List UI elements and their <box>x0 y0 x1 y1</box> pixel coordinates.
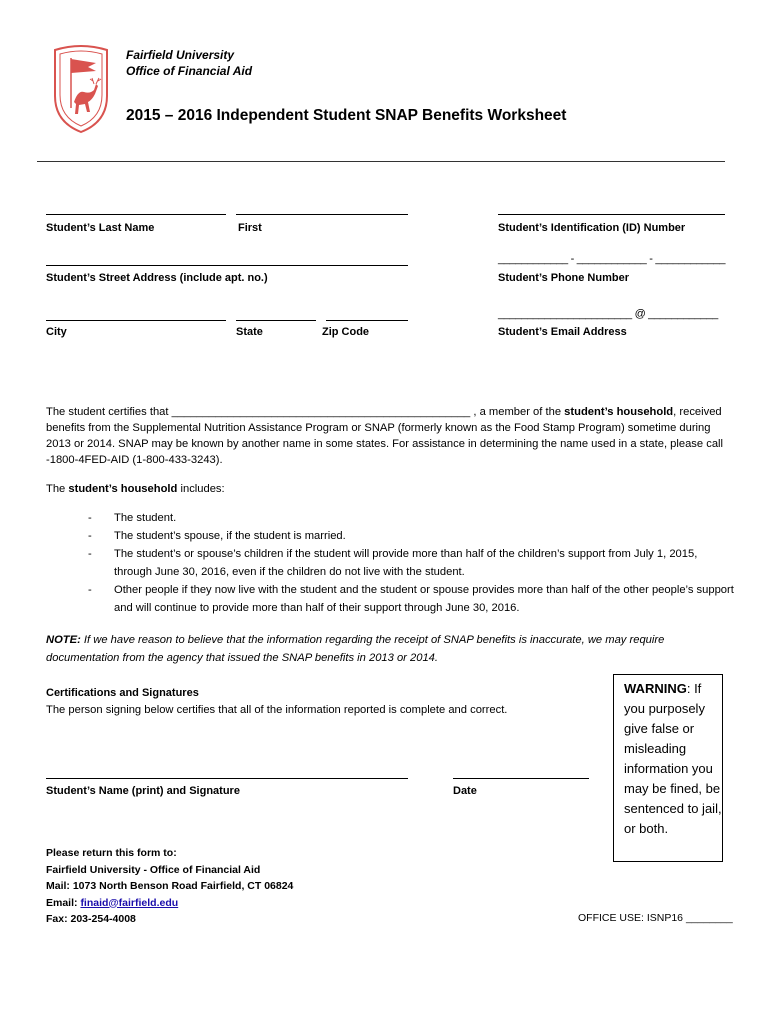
return-email-row: Email: finaid@fairfield.edu <box>46 896 179 909</box>
phone-field[interactable]: ____________ - ____________ - ____________ <box>498 253 726 265</box>
note-paragraph: NOTE: If we have reason to believe that the information regarding the receipt of SNAP benefits is inaccurate, we may require documentation from the agency that issued the SNAP benefits in 2013 or 2014. <box>46 634 665 664</box>
phone-label: Student’s Phone Number <box>498 272 629 284</box>
email-field[interactable]: _______________________ @ ____________ <box>498 308 718 320</box>
city-field[interactable] <box>46 320 226 321</box>
list-item: - The student. <box>88 512 177 524</box>
header-divider <box>37 161 725 162</box>
date-field[interactable] <box>453 778 589 779</box>
page-title: 2015 – 2016 Independent Student SNAP Benefits Worksheet <box>126 107 567 124</box>
state-field[interactable] <box>236 320 316 321</box>
student-id-field[interactable] <box>498 214 725 215</box>
household-list <box>88 509 738 617</box>
city-label: City <box>46 326 67 338</box>
institution-name: Fairfield University <box>126 48 235 62</box>
fairfield-stag-logo <box>52 44 110 134</box>
first-name-label: First <box>238 222 262 234</box>
email-label: Student’s Email Address <box>498 326 627 338</box>
last-name-label: Student’s Last Name <box>46 222 155 234</box>
signature-field[interactable] <box>46 778 408 779</box>
office-use: OFFICE USE: ISNP16 ________ <box>578 912 733 924</box>
email-link[interactable]: finaid@fairfield.edu <box>80 896 179 909</box>
student-id-label: Student’s Identification (ID) Number <box>498 222 686 234</box>
street-address-field[interactable] <box>46 265 408 266</box>
state-label: State <box>236 326 263 338</box>
list-item: - Other people if they now live with the student and the student or spouse provides more than half of the other people’s support and will continue to provide more than half of their support through June 30, 2016. <box>88 584 734 614</box>
return-office: Fairfield University - Office of Financial Aid <box>46 863 261 876</box>
date-label: Date <box>453 785 477 797</box>
signature-label: Student’s Name (print) and Signature <box>46 785 240 797</box>
zip-field[interactable] <box>326 320 408 321</box>
certifications-text: The person signing below certifies that all of the information reported is complete and correct. <box>46 704 508 716</box>
street-address-label: Student’s Street Address (include apt. no.) <box>46 272 268 284</box>
list-item: - The student’s or spouse’s children if the student will provide more than half of the children’s support from July 1, 2015, through June 30, 2016, even if the children do not live with the student. <box>88 548 698 578</box>
office-name: Office of Financial Aid <box>126 64 253 78</box>
return-mail: Mail: 1073 North Benson Road Fairfield, CT 06824 <box>46 880 294 892</box>
household-heading: The student’s household includes: <box>46 483 225 495</box>
certification-paragraph: The student certifies that ________________________________________________ , a member of the student’s household, received benefits from the Supplemental Nutrition Assistance Program or SNAP (formerly known as the Food Stamp Program) sometime during 2013 or 2014. SNAP may be known by another name in some states. For assistance in determining the name used in a state, please call -1800-4FED-AID (1-800-433-3243). <box>46 406 724 466</box>
return-info <box>46 845 293 928</box>
certifications-heading: Certifications and Signatures <box>46 687 199 699</box>
institution-header <box>126 47 252 79</box>
last-name-field[interactable] <box>46 214 226 215</box>
zip-label: Zip Code <box>322 326 370 338</box>
return-fax: Fax: 203-254-4008 <box>46 913 136 925</box>
return-heading: Please return this form to: <box>46 847 177 859</box>
list-item: - The student’s spouse, if the student is married. <box>88 530 346 542</box>
warning-box: WARNING: If you purposely give false or misleading information you may be fined, be sentenced to jail, or both. <box>613 674 723 862</box>
first-name-field[interactable] <box>236 214 408 215</box>
